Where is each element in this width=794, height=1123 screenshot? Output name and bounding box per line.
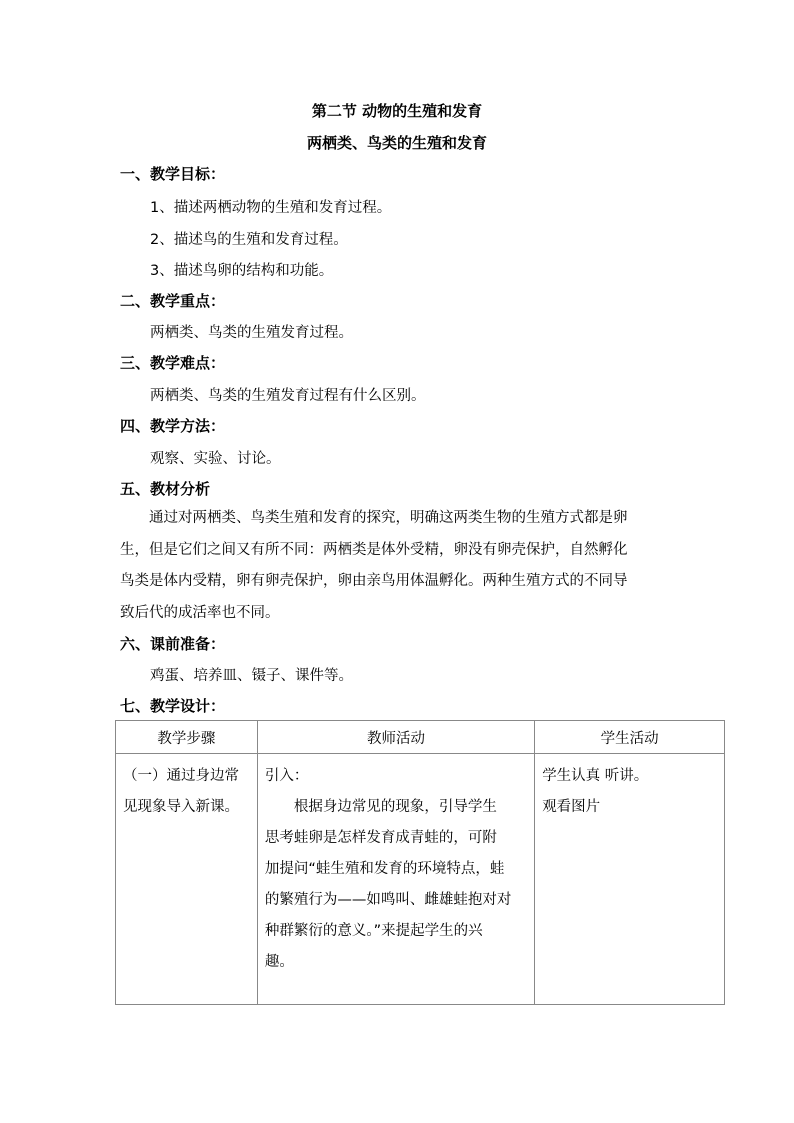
- paragraph-line: 通过对两栖类、鸟类生殖和发育的探究，明确这两类生物的生殖方式都是卵: [120, 510, 628, 526]
- cell-line: 加提问“蛙生殖和发育的环境特点，蛙: [264, 861, 505, 877]
- section-heading-objectives: 一、教学目标：: [120, 165, 226, 183]
- cell-line: 的繁殖行为——如鸣叫、雌雄蛙抱对对: [264, 892, 512, 908]
- document-title: 第二节 动物的生殖和发育: [311, 102, 483, 120]
- table-row: [116, 754, 725, 1005]
- document-subtitle: 两栖类、鸟类的生殖和发育: [306, 134, 487, 152]
- cell-line: （一）通过身边常: [123, 768, 239, 784]
- cell-line: 学生认真 听讲。: [542, 768, 649, 784]
- preparation-text: 鸡蛋、培养皿、镊子、课件等。: [150, 668, 353, 684]
- step-cell: [116, 754, 258, 1005]
- section-heading-preparation: 六、课前准备：: [120, 635, 226, 653]
- section-heading-design: 七、教学设计：: [120, 697, 226, 715]
- section-heading-key-points: 二、教学重点：: [120, 292, 226, 310]
- section-heading-difficulties: 三、教学难点：: [120, 354, 226, 372]
- student-activity-cell: [535, 754, 725, 1005]
- objective-item: 2、描述鸟的生殖和发育过程。: [150, 232, 348, 248]
- objective-item: 1、描述两栖动物的生殖和发育过程。: [150, 200, 392, 216]
- paragraph-line: 生，但是它们之间又有所不同：两栖类是体外受精，卵没有卵壳保护，自然孵化: [120, 541, 628, 558]
- difficulties-text: 两栖类、鸟类的生殖发育过程有什么区别。: [150, 388, 426, 404]
- key-points-text: 两栖类、鸟类的生殖发育过程。: [150, 325, 353, 341]
- column-header-student: 学生活动: [535, 721, 725, 754]
- cell-line: 趣。: [264, 954, 294, 970]
- column-header-steps: 教学步骤: [116, 721, 258, 754]
- paragraph-line: 致后代的成活率也不同。: [120, 604, 280, 621]
- cell-line: 根据身边常见的现象，引导学生: [264, 799, 497, 815]
- column-header-teacher: 教师活动: [257, 721, 534, 754]
- methods-text: 观察、实验、讨论。: [150, 451, 281, 467]
- objective-item: 3、描述鸟卵的结构和功能。: [150, 263, 334, 279]
- analysis-paragraph: [120, 503, 680, 629]
- section-heading-methods: 四、教学方法：: [120, 417, 226, 435]
- teaching-design-table: [115, 720, 725, 1005]
- paragraph-line: 鸟类是体内受精，卵有卵壳保护，卵由亲鸟用体温孵化。两种生殖方式的不同导: [120, 573, 628, 589]
- cell-line: 种群繁衍的意义。”来提起学生的兴: [264, 923, 483, 939]
- cell-line: 思考蛙卵是怎样发育成青蛙的，可附: [264, 830, 497, 846]
- cell-line: 引入：: [264, 768, 309, 784]
- section-heading-analysis: 五、教材分析: [120, 480, 211, 498]
- cell-line: 见现象导入新课。: [123, 799, 239, 815]
- teacher-activity-cell: [257, 754, 534, 1005]
- cell-line: 观看图片: [542, 799, 601, 815]
- table-header-row: [116, 721, 725, 754]
